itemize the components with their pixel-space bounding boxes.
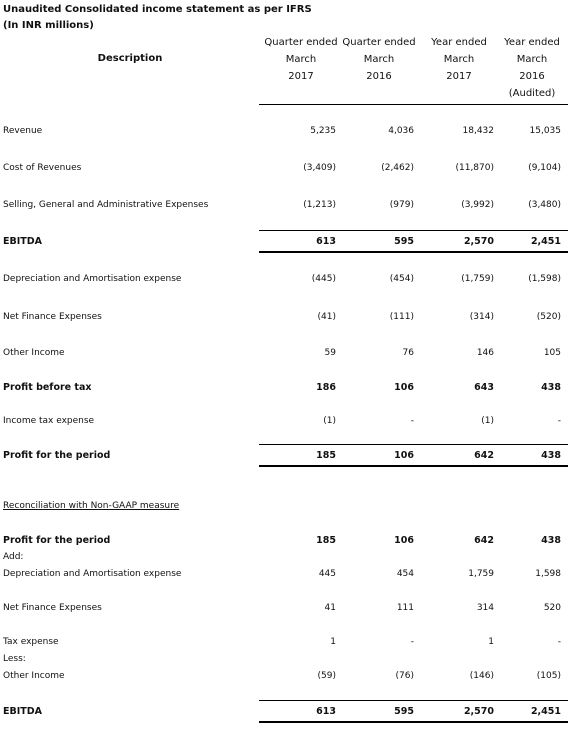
recon-net-finance-q2017: 41 [324,603,336,613]
recon-net-finance-y2016: 520 [543,603,561,613]
row-ebitda-y2017: 2,570 [463,236,494,247]
recon-profit-y2017: 642 [474,535,494,546]
col4-header-line4: (Audited) [508,88,556,99]
recon-other-income-y2016: (105) [536,671,561,681]
col3-header-line2: March [443,54,475,65]
row-depreciation-label: Depreciation and Amortisation expense [3,274,182,284]
row-revenue-q2016: 4,036 [388,126,414,136]
recon-other-income-q2017: (59) [317,671,336,681]
recon-tax-label: Tax expense [3,637,59,647]
row-depreciation-q2017: (445) [311,274,336,284]
row-sga-q2016: (979) [389,200,414,210]
recon-ebitda-y2016: 2,451 [530,706,561,717]
recon-profit-y2016: 438 [541,535,561,546]
row-ebitda-label: EBITDA [3,236,42,247]
statement-subtitle: (In INR millions) [3,20,94,31]
row-revenue-y2016: 15,035 [529,126,561,136]
recon-ebitda-bottom-rule [259,721,568,723]
recon-tax-q2017: 1 [330,637,336,647]
row-ebitda-q2016: 595 [394,236,414,247]
row-profit-before-tax-q2017: 186 [316,382,336,393]
recon-ebitda-q2017: 613 [316,706,336,717]
row-sga-q2017: (1,213) [303,200,336,210]
recon-other-income-y2017: (146) [469,671,494,681]
recon-depreciation-y2016: 1,598 [535,569,561,579]
row-revenue-label: Revenue [3,126,43,136]
row-other-income-y2016: 105 [543,348,561,358]
row-profit-y2017: 642 [474,450,494,461]
row-depreciation-y2016: (1,598) [528,274,561,284]
row-depreciation-y2017: (1,759) [461,274,494,284]
row-profit-before-tax-y2016: 438 [541,382,561,393]
recon-ebitda-label: EBITDA [3,706,42,717]
row-net-finance-q2017: (41) [317,312,336,322]
recon-profit-q2016: 106 [394,535,414,546]
row-net-finance-y2017: (314) [469,312,494,322]
col4-header-line1: Year ended [504,37,560,48]
row-profit-before-tax-q2016: 106 [394,382,414,393]
row-ebitda-y2016: 2,451 [530,236,561,247]
recon-depreciation-q2016: 454 [396,569,414,579]
row-profit-before-tax-label: Profit before tax [3,382,92,393]
row-income-tax-y2016: - [557,416,561,426]
row-net-finance-y2016: (520) [536,312,561,322]
row-cost-of-revenues-y2017: (11,870) [455,163,494,173]
row-sga-y2016: (3,480) [528,200,561,210]
row-income-tax-q2016: - [410,416,414,426]
recon-net-finance-q2016: 111 [396,603,414,613]
col2-header-line1: Quarter ended [342,37,416,48]
row-other-income-q2016: 76 [402,348,414,358]
recon-ebitda-top-rule [259,700,568,701]
recon-less-label: Less: [3,654,26,664]
description-header: Description [97,53,163,64]
row-other-income-q2017: 59 [324,348,336,358]
recon-net-finance-y2017: 314 [476,603,494,613]
row-revenue-y2017: 18,432 [462,126,494,136]
row-income-tax-label: Income tax expense [3,416,95,426]
row-income-tax-q2017: (1) [323,416,336,426]
col4-header-line3: 2016 [519,71,545,82]
row-ebitda-q2017: 613 [316,236,336,247]
col3-header-line1: Year ended [431,37,487,48]
profit-top-rule [259,444,568,445]
reconciliation-title: Reconciliation with Non-GAAP measure [3,501,180,511]
row-profit-q2017: 185 [316,450,336,461]
row-profit-before-tax-y2017: 643 [474,382,494,393]
row-sga-label: Selling, General and Administrative Expenses [3,200,209,210]
row-profit-label: Profit for the period [3,450,111,461]
recon-ebitda-y2017: 2,570 [463,706,494,717]
recon-other-income-q2016: (76) [395,671,414,681]
recon-profit-q2017: 185 [316,535,336,546]
recon-depreciation-q2017: 445 [318,569,336,579]
recon-depreciation-y2017: 1,759 [468,569,494,579]
col1-header-line2: March [285,54,317,65]
recon-tax-y2016: - [557,637,561,647]
row-depreciation-q2016: (454) [389,274,414,284]
col1-header-line3: 2017 [288,71,314,82]
col2-header-line2: March [363,54,395,65]
row-cost-of-revenues-q2017: (3,409) [303,163,336,173]
row-other-income-y2017: 146 [476,348,494,358]
row-cost-of-revenues-label: Cost of Revenues [3,163,82,173]
row-net-finance-q2016: (111) [389,312,414,322]
row-cost-of-revenues-q2016: (2,462) [381,163,414,173]
col4-header-line2: March [516,54,548,65]
header-rule [259,104,568,105]
row-income-tax-y2017: (1) [481,416,494,426]
row-revenue-q2017: 5,235 [310,126,336,136]
recon-add-label: Add: [3,552,24,562]
profit-bottom-rule [259,465,568,467]
row-sga-y2017: (3,992) [461,200,494,210]
row-profit-q2016: 106 [394,450,414,461]
recon-tax-y2017: 1 [488,637,494,647]
col1-header-line1: Quarter ended [264,37,338,48]
row-profit-y2016: 438 [541,450,561,461]
ebitda-bottom-rule [259,251,568,253]
statement-title: Unaudited Consolidated income statement as per IFRS [3,4,312,15]
recon-other-income-label: Other Income [3,671,65,681]
col2-header-line3: 2016 [366,71,392,82]
recon-depreciation-label: Depreciation and Amortisation expense [3,569,182,579]
ebitda-top-rule [259,230,568,231]
recon-profit-label: Profit for the period [3,535,111,546]
recon-ebitda-q2016: 595 [394,706,414,717]
row-other-income-label: Other Income [3,348,65,358]
recon-tax-q2016: - [410,637,414,647]
col3-header-line3: 2017 [446,71,472,82]
row-cost-of-revenues-y2016: (9,104) [528,163,561,173]
recon-net-finance-label: Net Finance Expenses [3,603,102,613]
row-net-finance-label: Net Finance Expenses [3,312,102,322]
